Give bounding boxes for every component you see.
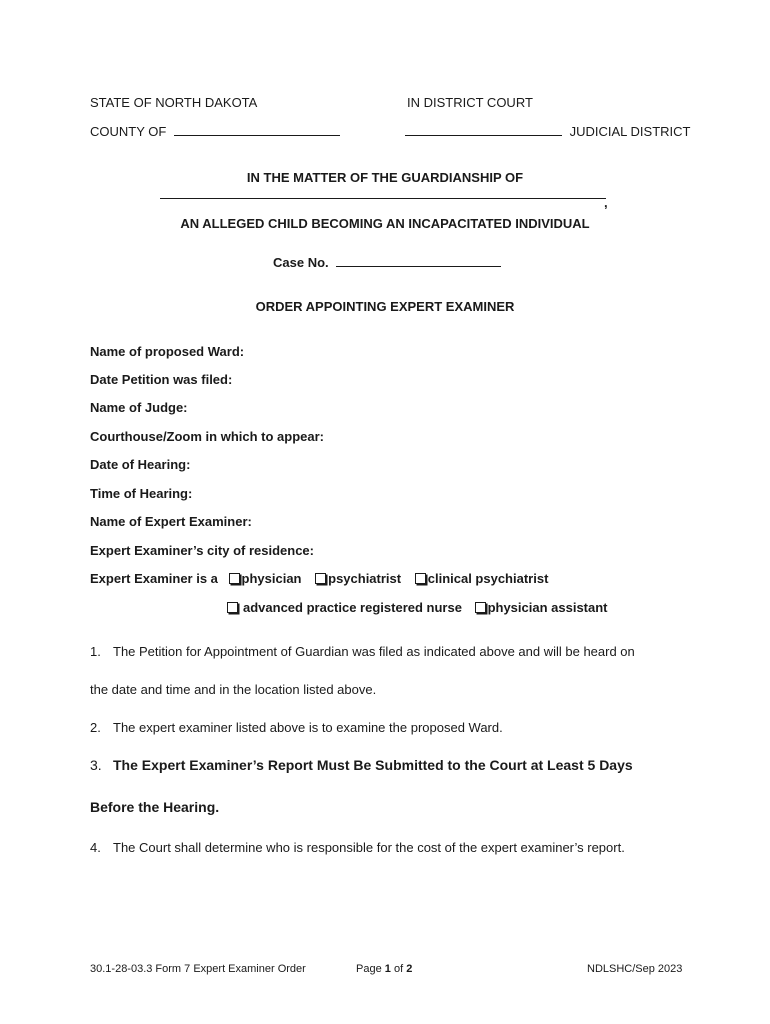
court-label: IN DISTRICT COURT bbox=[407, 95, 533, 110]
field-hearing-time: Time of Hearing: bbox=[90, 486, 193, 501]
option-physician[interactable] bbox=[229, 571, 302, 586]
footer-page-total: 2 bbox=[406, 963, 413, 975]
paragraph-4-text: The Court shall determine who is responsible for the cost of the expert examiner’s report. bbox=[113, 840, 625, 855]
district-label: JUDICIAL DISTRICT bbox=[569, 124, 691, 139]
paragraph-3-text: The Expert Examiner’s Report Must Be Submitted to the Court at Least 5 Days bbox=[113, 757, 633, 773]
field-judge: Name of Judge: bbox=[90, 400, 188, 415]
examiner-type-label: Expert Examiner is a bbox=[90, 571, 218, 586]
option-nurse-label: advanced practice registered nurse bbox=[243, 600, 462, 615]
checkbox-icon[interactable] bbox=[315, 573, 326, 584]
district-row bbox=[405, 123, 690, 139]
county-label: COUNTY OF bbox=[90, 124, 167, 139]
county-blank[interactable] bbox=[174, 123, 340, 136]
footer-page-current: 1 bbox=[384, 963, 391, 975]
option-clinical-psychiatrist[interactable] bbox=[415, 571, 549, 586]
county-row bbox=[90, 123, 340, 139]
case-number-row bbox=[273, 254, 501, 270]
checkbox-icon[interactable] bbox=[475, 602, 486, 613]
option-psychiatrist-label: psychiatrist bbox=[328, 571, 402, 586]
paragraph-3-line2: Before the Hearing. bbox=[90, 799, 220, 815]
order-title: ORDER APPOINTING EXPERT EXAMINER bbox=[255, 299, 515, 314]
paragraph-2-number: 2. bbox=[90, 720, 101, 735]
paragraph-1-number: 1. bbox=[90, 644, 101, 659]
footer-revision: NDLSHC/Sep 2023 bbox=[587, 963, 683, 975]
option-physician-assistant-label: physician assistant bbox=[487, 600, 608, 615]
option-physician-assistant[interactable] bbox=[475, 600, 608, 615]
paragraph-4-number: 4. bbox=[90, 840, 101, 855]
state-label: STATE OF NORTH DAKOTA bbox=[90, 95, 258, 110]
paragraph-4 bbox=[90, 840, 625, 855]
field-examiner-name: Name of Expert Examiner: bbox=[90, 514, 252, 529]
footer-of-word: of bbox=[393, 963, 404, 975]
option-nurse[interactable] bbox=[227, 600, 462, 615]
paragraph-3-line1 bbox=[90, 757, 633, 773]
footer-page-word: Page bbox=[356, 963, 382, 975]
examiner-type-row2 bbox=[227, 600, 618, 615]
field-courthouse: Courthouse/Zoom in which to appear: bbox=[90, 429, 324, 444]
option-psychiatrist[interactable] bbox=[315, 571, 401, 586]
alleged-heading: AN ALLEGED CHILD BECOMING AN INCAPACITATED INDIVIDUAL bbox=[180, 216, 590, 231]
caption-comma: , bbox=[604, 195, 608, 210]
field-examiner-city: Expert Examiner’s city of residence: bbox=[90, 543, 314, 558]
paragraph-3-number: 3. bbox=[90, 757, 102, 773]
checkbox-icon[interactable] bbox=[415, 573, 426, 584]
paragraph-1-text: The Petition for Appointment of Guardian was filed as indicated above and will be heard on bbox=[113, 644, 635, 659]
ward-name-blank[interactable] bbox=[160, 198, 606, 199]
option-clinical-psychiatrist-label: clinical psychiatrist bbox=[427, 571, 549, 586]
footer-page-number bbox=[356, 963, 412, 975]
field-petition-date: Date Petition was filed: bbox=[90, 372, 233, 387]
paragraph-2-text: The expert examiner listed above is to examine the proposed Ward. bbox=[113, 720, 503, 735]
checkbox-icon[interactable] bbox=[229, 573, 240, 584]
examiner-type-row1 bbox=[90, 571, 558, 586]
case-number-blank[interactable] bbox=[336, 254, 501, 267]
paragraph-2 bbox=[90, 720, 503, 735]
footer-form-id: 30.1-28-03.3 Form 7 Expert Examiner Order bbox=[90, 963, 306, 975]
district-blank[interactable] bbox=[405, 123, 562, 136]
paragraph-1-line2: the date and time and in the location listed above. bbox=[90, 682, 377, 697]
checkbox-icon[interactable] bbox=[227, 602, 238, 613]
paragraph-1-line1 bbox=[90, 644, 635, 659]
field-hearing-date: Date of Hearing: bbox=[90, 457, 191, 472]
option-physician-label: physician bbox=[241, 571, 302, 586]
case-number-label: Case No. bbox=[273, 255, 329, 270]
field-proposed-ward: Name of proposed Ward: bbox=[90, 344, 245, 359]
matter-heading: IN THE MATTER OF THE GUARDIANSHIP OF bbox=[246, 170, 524, 185]
